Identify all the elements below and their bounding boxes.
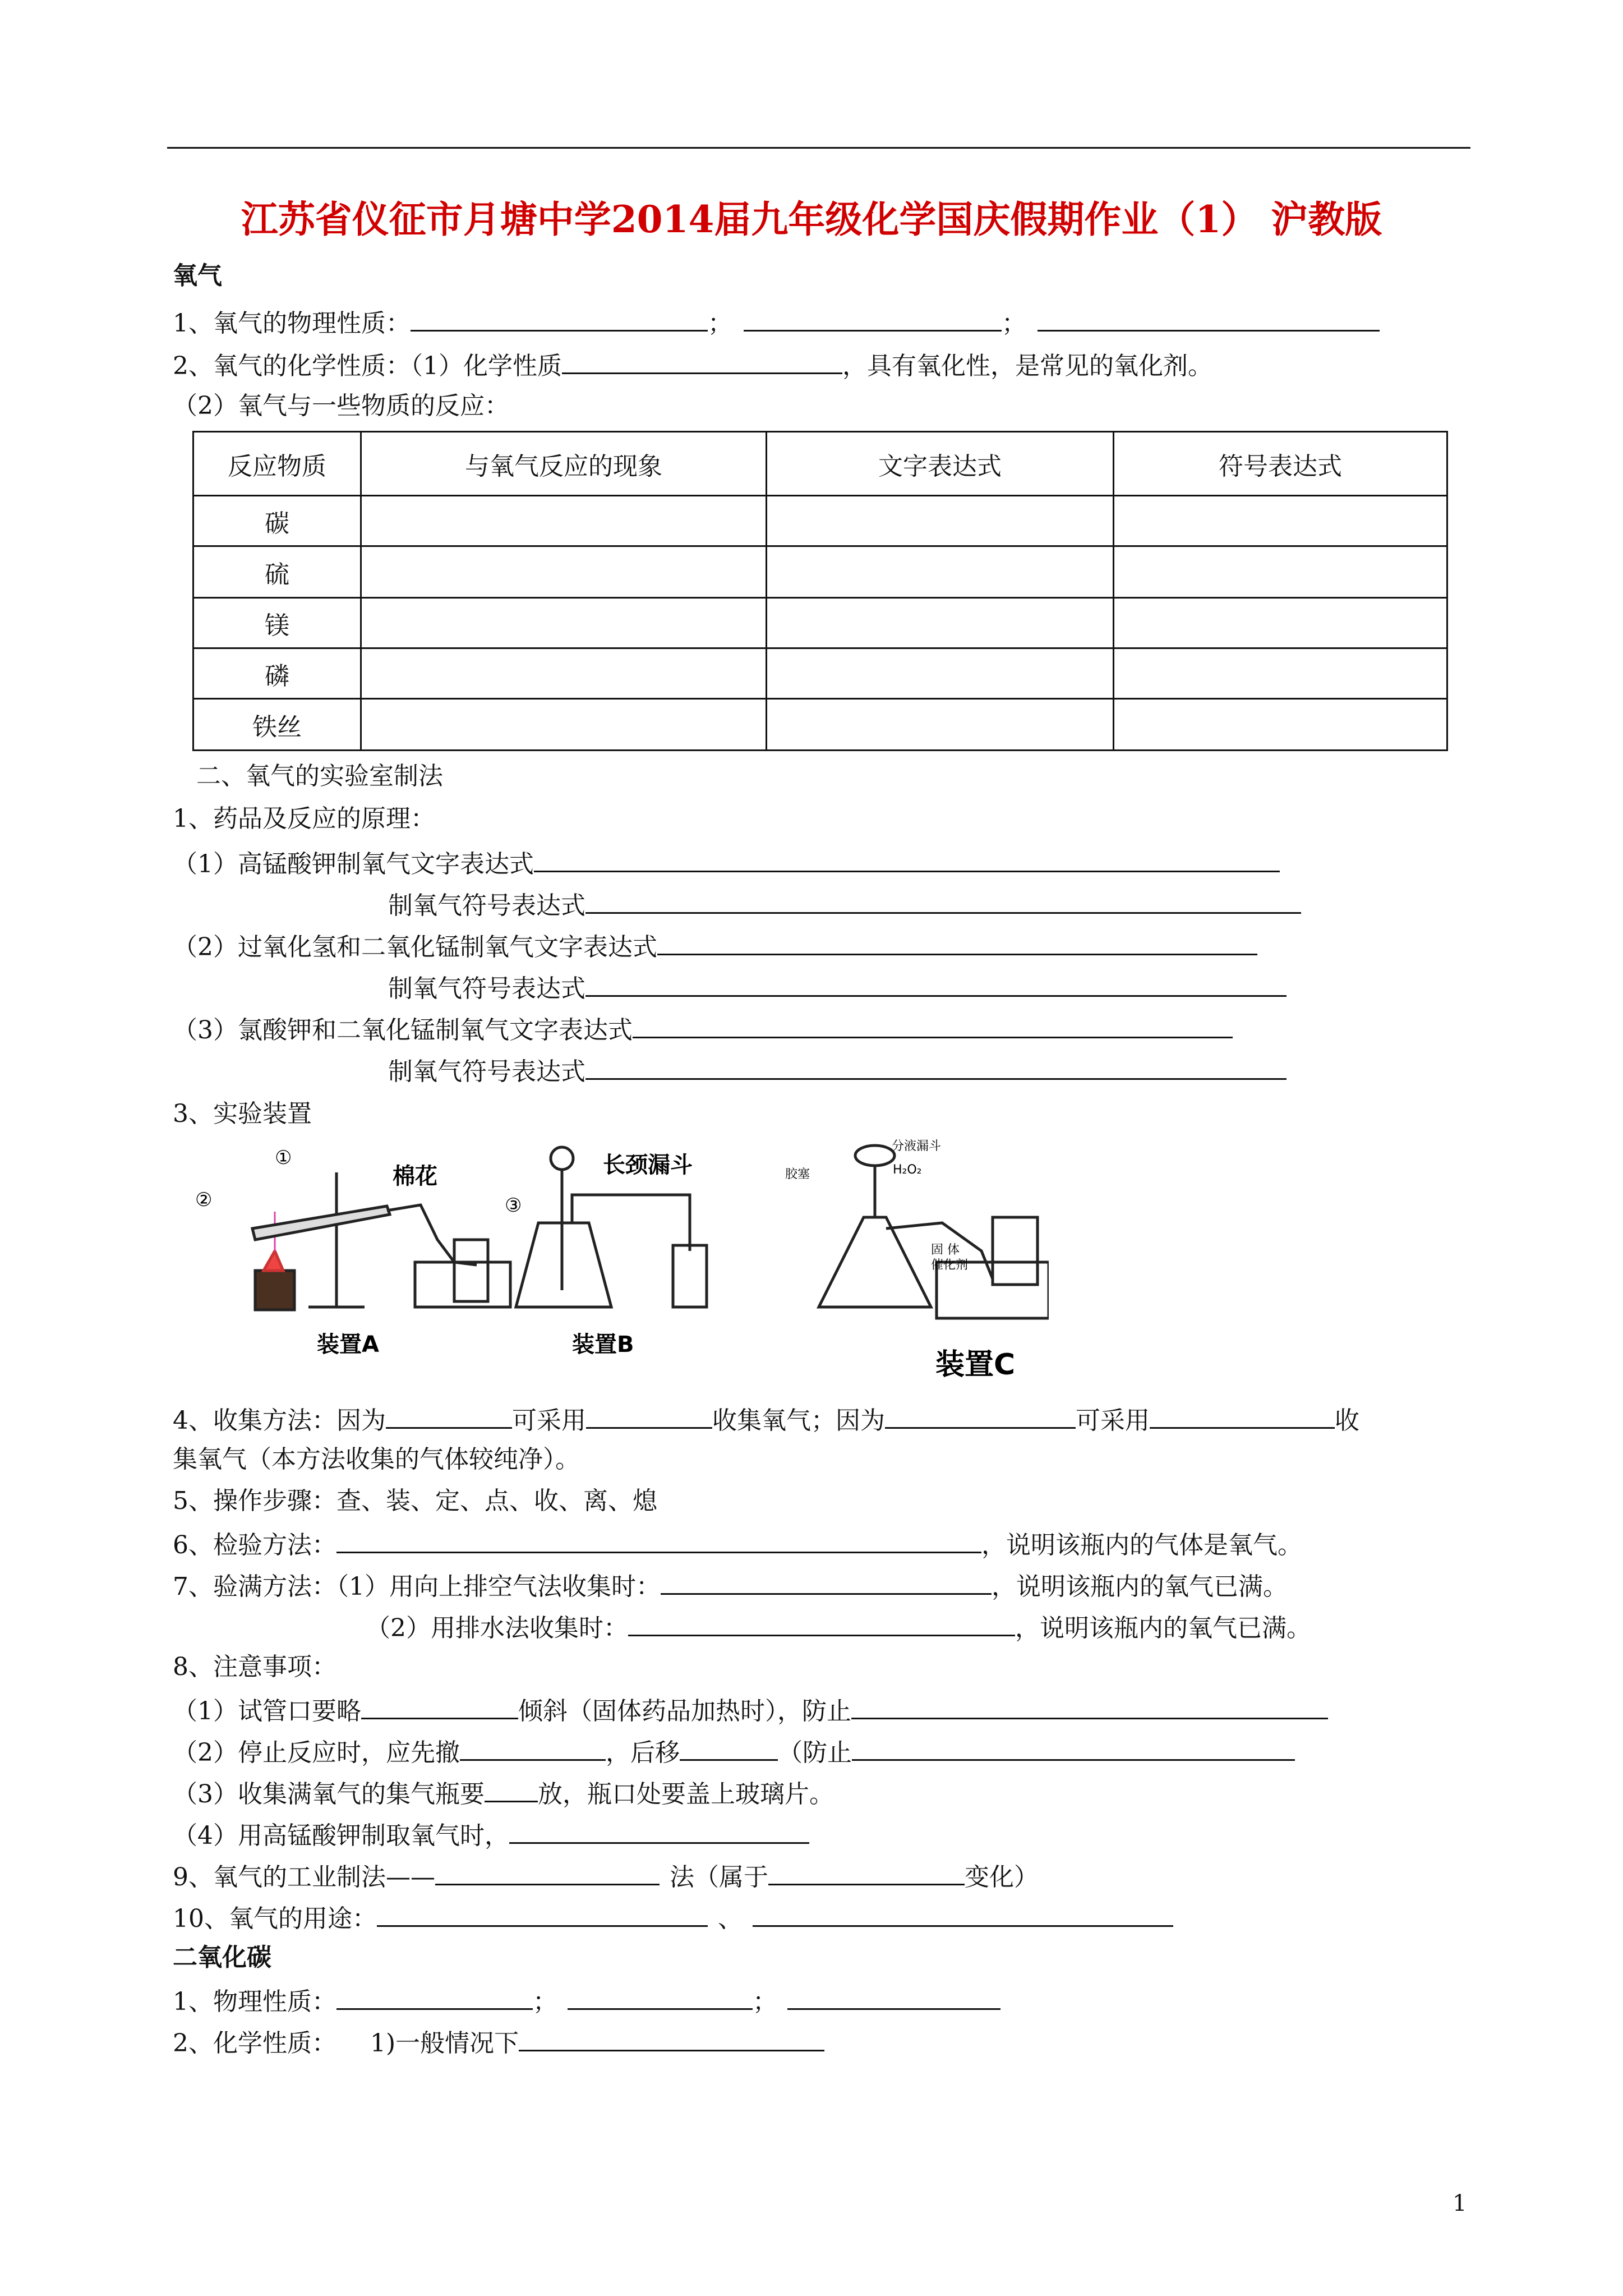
q8-l2b: ，后移 [606,1738,680,1767]
blank[interactable] [411,304,708,332]
table-header: 与氧气反应的现象 [361,432,767,496]
blank[interactable] [885,1401,1076,1429]
fig-cotton: 棉花 [393,1163,437,1189]
q10-b: 、 [718,1904,743,1933]
q2-subheading: （2）氧气与一些物质的反应： [173,392,509,420]
reaction-3-symbol [388,1052,1287,1089]
q7-a: 7、验满方法：（1）用向上排空气法收集时： [173,1572,661,1601]
co2-q1 [173,1982,1000,2019]
table-row [193,546,1447,598]
blank[interactable] [1150,1401,1335,1429]
q7-full-1 [173,1567,1288,1604]
q8-l1b: 倾斜（固体药品加热时），防止 [518,1697,851,1726]
section-heading-oxygen: 氧气 [173,261,222,290]
symbol-label: 制氧气符号表达式 [388,891,585,920]
answer-cell[interactable] [1114,699,1447,751]
table-row [193,699,1447,751]
q2-chemical-properties [173,347,1212,383]
table-header: 反应物质 [193,432,361,496]
table-header: 文字表达式 [767,432,1114,496]
q5-steps: 5、操作步骤：查、装、定、点、收、离、熄 [173,1487,657,1515]
fig-label-1: ① [275,1147,292,1169]
fig-label-3: ③ [505,1194,522,1217]
answer-cell[interactable] [361,496,767,546]
blank[interactable] [377,1899,708,1927]
lab-principle: 1、药品及反应的原理： [173,804,435,833]
answer-cell[interactable] [361,546,767,598]
table-header-row [193,432,1447,496]
fig-label-c: 装置C [935,1348,1016,1382]
fig-plug: 胶塞 [785,1167,810,1181]
q8-l2a: （2）停止反应时，应先撤 [173,1738,460,1767]
blank[interactable] [562,347,842,374]
fig-funnel: 长颈漏斗 [603,1152,693,1178]
q6-b: ，说明该瓶内的气体是氧气。 [981,1531,1302,1559]
blank[interactable] [633,1011,1233,1038]
q7-d: ，说明该瓶内的氧气已满。 [1015,1614,1311,1642]
blank[interactable] [851,1692,1328,1719]
apparatus-heading: 3、实验装置 [173,1099,312,1128]
answer-cell[interactable] [1114,598,1447,648]
blank[interactable] [435,1858,660,1885]
q2-label: 2、氧气的化学性质：（1）化学性质 [173,352,562,380]
lab-heading: 二、氧气的实验室制法 [196,762,443,790]
answer-cell[interactable] [361,648,767,699]
blank[interactable] [485,1775,538,1802]
q4-e: 收 [1335,1406,1359,1435]
q8-line1 [173,1692,1328,1728]
q1-physical-properties [173,304,1380,341]
answer-cell[interactable] [361,598,767,648]
blank[interactable] [852,1733,1295,1761]
fig-label-2: ② [195,1189,213,1211]
co2-q2-sub: 1)一般情况下 [370,2029,519,2058]
blank[interactable] [585,1052,1287,1080]
table-row [193,648,1447,699]
blank[interactable] [568,1982,753,2010]
answer-cell[interactable] [1114,546,1447,598]
q8-l4: （4）用高锰酸钾制取氧气时， [173,1821,509,1850]
section-heading-co2: 二氧化碳 [173,1943,271,1972]
reaction-2-label: （2）过氧化氢和二氧化锰制氧气文字表达式 [173,933,657,961]
blank[interactable] [1038,304,1380,332]
q4-collection [173,1401,1359,1438]
separator: ； [708,309,732,338]
q4-line2: 集氧气（本方法收集的气体较纯净）。 [173,1445,580,1474]
reaction-table [192,431,1448,751]
blank[interactable] [768,1858,965,1885]
substance-cell: 碳 [193,496,361,546]
answer-cell[interactable] [767,598,1114,648]
reaction-3-label: （3）氯酸钾和二氧化锰制氧气文字表达式 [173,1016,633,1045]
q7-full-2 [366,1609,1311,1645]
substance-cell: 铁丝 [193,699,361,751]
separator: ； [753,1987,777,2016]
q8-l3b: 放，瓶口处要盖上玻璃片。 [538,1780,834,1809]
co2-q1-label: 1、物理性质： [173,1987,336,2016]
page-number: 1 [1453,2191,1467,2216]
reaction-1-word [173,845,1280,881]
q9-a: 9、氧气的工业制法—— [173,1863,435,1892]
q8-line4 [173,1816,809,1853]
q6-test [173,1526,1302,1562]
answer-cell[interactable] [767,699,1114,751]
q6-a: 6、检验方法： [173,1531,336,1559]
fig-label-b: 装置B [572,1332,634,1358]
blank[interactable] [680,1733,778,1761]
co2-q2-label: 2、化学性质： [173,2029,336,2058]
header-rule [167,147,1470,149]
q8-l2c: （防止 [778,1738,852,1767]
blank[interactable] [336,1526,981,1553]
blank[interactable] [585,969,1287,997]
q8-line2 [173,1733,1295,1770]
fig-solid: 固 体 [931,1243,960,1257]
blank[interactable] [336,1982,533,2010]
blank[interactable] [657,928,1257,955]
blank[interactable] [628,1609,1015,1636]
separator: ； [533,1987,557,2016]
blank[interactable] [787,1982,1000,2010]
reaction-2-word [173,928,1257,964]
q7-b: ，说明该瓶内的氧气已满。 [992,1572,1288,1601]
q9-c: 变化） [965,1863,1039,1892]
blank[interactable] [361,1692,518,1719]
answer-cell[interactable] [767,546,1114,598]
reaction-1-label: （1）高锰酸钾制氧气文字表达式 [173,850,534,878]
blank[interactable] [753,1899,1173,1927]
separator: ； [1002,309,1026,338]
q4-b: 可采用 [512,1406,586,1435]
answer-cell[interactable] [767,648,1114,699]
symbol-label: 制氧气符号表达式 [388,974,585,1003]
table-row [193,496,1447,546]
blank[interactable] [519,2024,824,2051]
answer-cell[interactable] [767,496,1114,546]
q7-c: （2）用排水法收集时： [366,1614,628,1642]
fig-label-a: 装置A [317,1332,379,1358]
fig-sep-funnel: 分液漏斗 [892,1139,942,1153]
answer-cell[interactable] [1114,496,1447,546]
q8-l3a: （3）收集满氧气的集气瓶要 [173,1780,485,1809]
fig-h2o2: H₂O₂ [893,1163,922,1177]
apparatus-figure [185,1139,1049,1397]
answer-cell[interactable] [1114,648,1447,699]
answer-cell[interactable] [361,699,767,751]
q2-suffix: ，具有氧化性，是常见的氧化剂。 [842,352,1212,380]
substance-cell: 磷 [193,648,361,699]
blank[interactable] [534,845,1280,872]
blank[interactable] [509,1816,809,1844]
reaction-3-word [173,1011,1233,1047]
q8-label: 8、注意事项： [173,1653,336,1681]
blank[interactable] [460,1733,606,1761]
reaction-2-symbol [388,969,1287,1006]
q4-a: 4、收集方法：因为 [173,1406,386,1435]
blank[interactable] [661,1567,992,1595]
q1-label: 1、氧气的物理性质： [173,309,411,338]
q9-b: 法（属于 [670,1863,768,1892]
substance-cell: 硫 [193,546,361,598]
symbol-label: 制氧气符号表达式 [388,1057,585,1086]
q10-a: 10、氧气的用途： [173,1904,377,1933]
blank[interactable] [586,1401,712,1429]
q4-d: 可采用 [1076,1406,1150,1435]
blank[interactable] [585,886,1301,914]
q4-c: 收集氧气；因为 [712,1406,885,1435]
q8-l1a: （1）试管口要略 [173,1697,361,1726]
table-header: 符号表达式 [1114,432,1447,496]
fig-catalyst: 催化剂 [931,1258,969,1272]
page-title: 江苏省仪征市月塘中学2014届九年级化学国庆假期作业（1） 沪教版 [241,197,1382,241]
reaction-1-symbol [388,886,1301,923]
co2-q2 [173,2024,824,2060]
table-row [193,598,1447,648]
substance-cell: 镁 [193,598,361,648]
q8-line3 [173,1775,834,1811]
q9-industrial [173,1858,1039,1894]
blank[interactable] [744,304,1002,332]
blank[interactable] [386,1401,512,1429]
q10-uses [173,1899,1173,1936]
